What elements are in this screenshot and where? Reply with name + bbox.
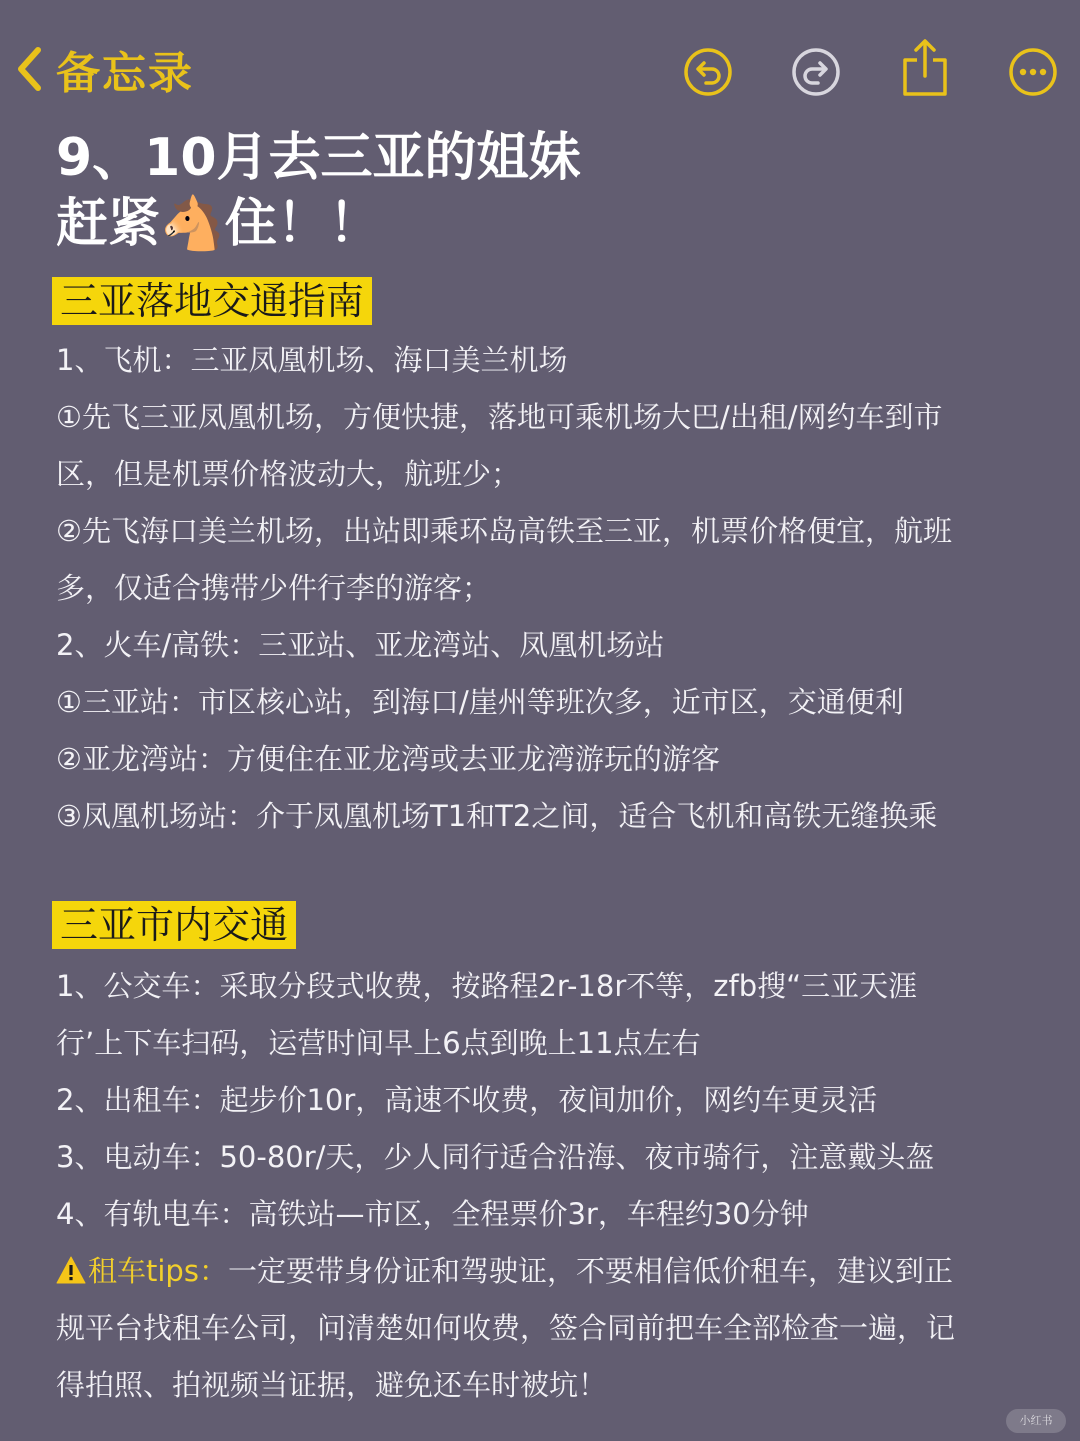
body-line: 4、有轨电车：高铁站—市区，全程票价3r，车程约30分钟 xyxy=(56,1197,809,1231)
title-text-b: 住！！ xyxy=(224,194,381,254)
title-line-2 xyxy=(56,191,1036,257)
body-line: 行’上下车扫码，运营时间早上6点到晚上11点左右 xyxy=(56,1026,701,1060)
tips-line xyxy=(56,1251,1031,1294)
title-text-a: 赶紧 xyxy=(56,194,161,254)
chevron-left-icon xyxy=(14,44,44,94)
back-label: 备忘录 xyxy=(56,48,194,99)
horse-emoji: 🐴 xyxy=(160,194,225,254)
redo-icon[interactable] xyxy=(791,47,841,97)
tips-label: 租车tips： xyxy=(88,1254,228,1288)
note-title xyxy=(56,125,1036,257)
body-line: ③凤凰机场站：介于凤凰机场T1和T2之间，适合飞机和高铁无缝换乘 xyxy=(56,799,938,833)
section-heading-arrival: 三亚落地交通指南 xyxy=(52,277,372,325)
more-icon[interactable] xyxy=(1008,47,1058,97)
section-heading-city: 三亚市内交通 xyxy=(52,901,296,949)
body-line: 1、飞机：三亚凤凰机场、海口美兰机场 xyxy=(56,343,568,377)
warning-icon xyxy=(56,1254,86,1294)
body-line: 区，但是机票价格波动大，航班少； xyxy=(56,457,521,491)
body-line: ②先飞海口美兰机场，出站即乘环岛高铁至三亚，机票价格便宜，航班 xyxy=(56,514,952,548)
body-line: ②亚龙湾站：方便住在亚龙湾或去亚龙湾游玩的游客 xyxy=(56,742,720,776)
body-line: 得拍照、拍视频当证据，避免还车时被坑！ xyxy=(56,1368,608,1402)
back-button[interactable] xyxy=(14,36,194,102)
body-line: ①先飞三亚凤凰机场，方便快捷，落地可乘机场大巴/出租/网约车到市 xyxy=(56,400,943,434)
undo-icon[interactable] xyxy=(683,47,733,97)
watermark: 小红书 xyxy=(1006,1409,1066,1433)
body-line: 多，仅适合携带少件行李的游客； xyxy=(56,571,492,605)
body-line: 2、火车/高铁：三亚站、亚龙湾站、凤凰机场站 xyxy=(56,628,665,662)
tips-text: 一定要带身份证和驾驶证，不要相信低价租车，建议到正 xyxy=(227,1254,953,1288)
body-line: ①三亚站：市区核心站，到海口/崖州等班次多，近市区，交通便利 xyxy=(56,685,904,719)
body-line: 规平台找租车公司，问清楚如何收费，签合同前把车全部检查一遍，记 xyxy=(56,1311,956,1345)
body-line: 1、公交车：采取分段式收费，按路程2r-18r不等，zfb搜“三亚天涯 xyxy=(56,969,918,1003)
title-line-1: 9、10月去三亚的姐妹 xyxy=(56,128,581,188)
share-icon[interactable] xyxy=(900,38,950,98)
body-line: 2、出租车：起步价10r，高速不收费，夜间加价，网约车更灵活 xyxy=(56,1083,878,1117)
top-toolbar xyxy=(0,0,1080,140)
body-line: 3、电动车：50-80r/天，少人同行适合沿海、夜市骑行，注意戴头盔 xyxy=(56,1140,935,1174)
